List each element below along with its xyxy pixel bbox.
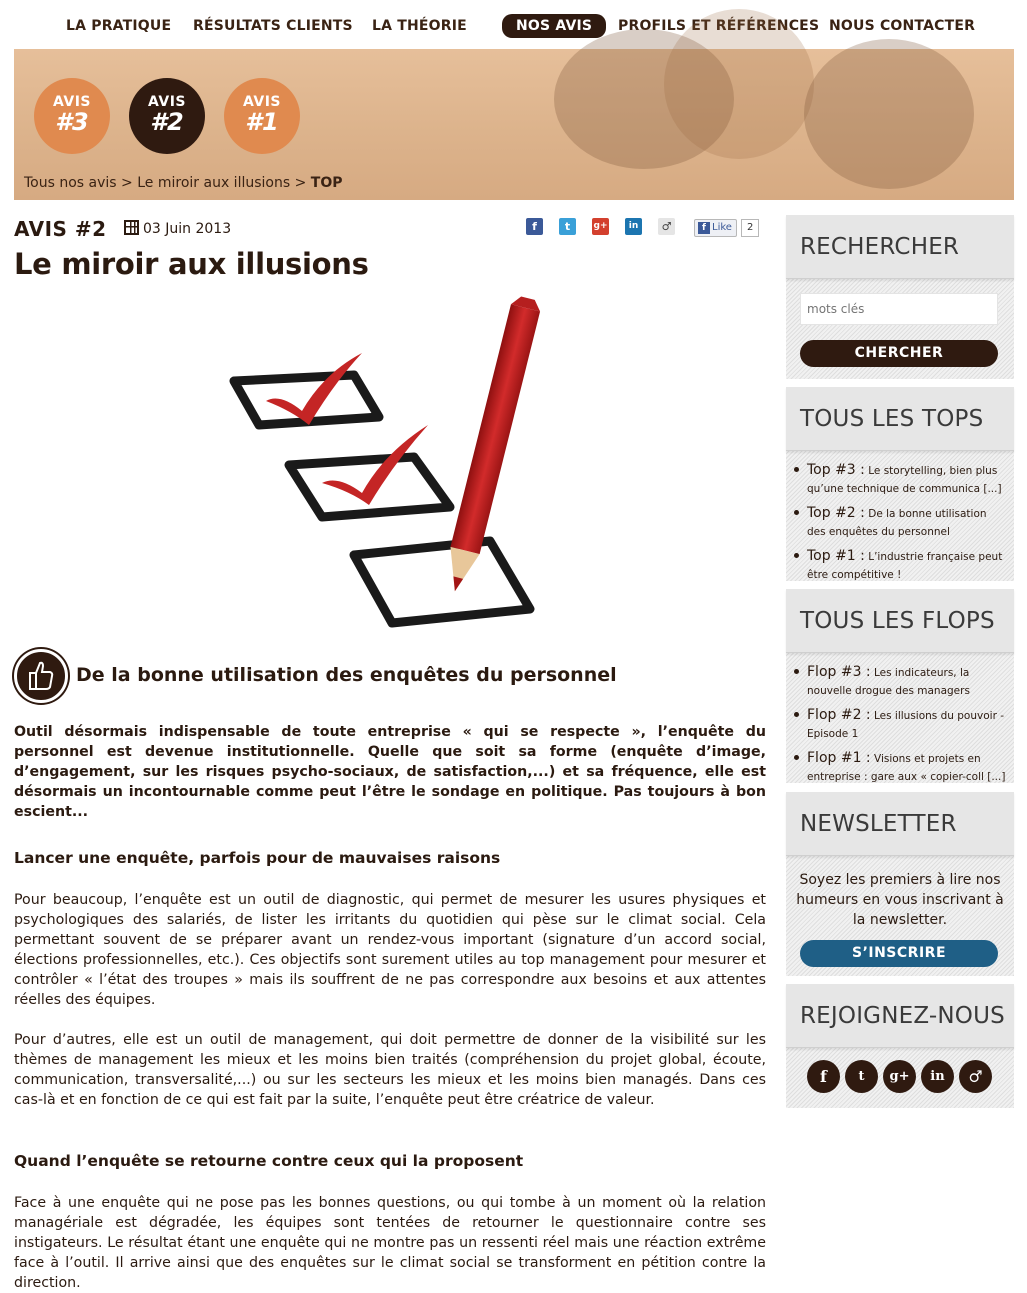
widget-title bbox=[786, 984, 1014, 1048]
breadcrumb-separator: > bbox=[116, 175, 138, 191]
paragraph-2: Pour d’autres, elle est un outil de management, qui doit permettre de donner de la visibilité sur les thèmes de management les mieux et les moins bien traités (compréhension du projet global, écoute, communication, transversalité,...) ou sur les secteurs les mieux et les moins bien managés. Dans ces cas-là et en fonction de ce qui est fait par la suite, l’enquête peut être créatrice de valeur. bbox=[14, 1032, 766, 1108]
viadeo-icon[interactable]: ♂ bbox=[658, 218, 675, 235]
google-plus-icon[interactable]: g+ bbox=[592, 218, 609, 235]
speech-bubble-decoration bbox=[664, 9, 814, 159]
article-title: Le miroir aux illusions bbox=[14, 247, 369, 281]
avis-3-circle[interactable] bbox=[34, 78, 110, 154]
item-key: Top #1 : bbox=[807, 548, 865, 564]
section-header bbox=[14, 649, 766, 705]
list-item[interactable] bbox=[786, 461, 1014, 497]
tops-list bbox=[786, 461, 1014, 590]
checklist-pencil-illustration bbox=[214, 293, 554, 629]
item-desc: De la bonne utilisation des enquêtes du personnel bbox=[807, 508, 987, 538]
avis-2-number: #2 bbox=[150, 108, 184, 136]
nav-profils-references[interactable]: PROFILS ET RÉFÉRENCES bbox=[618, 18, 820, 34]
search-input[interactable] bbox=[800, 293, 998, 325]
tops-title: TOUS LES TOPS bbox=[800, 406, 984, 432]
breadcrumb bbox=[24, 175, 343, 191]
nav-resultats-clients[interactable]: RÉSULTATS CLIENTS bbox=[193, 18, 353, 34]
header-banner bbox=[14, 49, 1014, 200]
google-plus-icon[interactable]: g+ bbox=[883, 1060, 916, 1093]
list-item[interactable] bbox=[786, 547, 1014, 583]
facebook-icon[interactable]: f bbox=[807, 1060, 840, 1093]
item-desc: Le storytelling, bien plus qu’une technique de communica [...] bbox=[807, 465, 1002, 495]
list-item[interactable] bbox=[786, 504, 1014, 540]
flops-widget bbox=[786, 589, 1014, 783]
avis-2-label: AVIS bbox=[147, 94, 186, 110]
social-title: REJOIGNEZ-NOUS bbox=[800, 1003, 1005, 1029]
avis-1-circle[interactable] bbox=[224, 78, 300, 154]
newsletter-title: NEWSLETTER bbox=[800, 811, 957, 837]
article-date bbox=[124, 220, 231, 237]
breadcrumb-all-avis[interactable]: Tous nos avis bbox=[24, 175, 117, 191]
viadeo-icon[interactable]: ♂ bbox=[959, 1060, 992, 1093]
avis-3-number: #3 bbox=[55, 108, 89, 136]
avis-3-label: AVIS bbox=[52, 94, 91, 110]
avis-1-label: AVIS bbox=[242, 94, 281, 110]
avis-number-label: AVIS #2 bbox=[14, 217, 107, 241]
facebook-like-button[interactable] bbox=[694, 219, 737, 237]
newsletter-text: Soyez les premiers à lire nos humeurs en vous inscrivant à la newsletter. bbox=[796, 872, 1004, 928]
nav-la-pratique[interactable]: LA PRATIQUE bbox=[66, 18, 172, 34]
paragraph-1: Pour beaucoup, l’enquête est un outil de diagnostic, qui permet de mesurer les usures physiques et psychologiques des salariés, de lister les irritants du quotidien qui pèse sur le climat social. Cela permettant souvent de se préparer avant un rendez-vous important (signature d’un accord social, élections professionnelles, etc.). Ces objectifs sont surement utiles au top management pour mesurer et contrôler « l’état des troupes » mais ils souffrent de ne pas correspondre aux besoins et aux attentes réelles des équipes. bbox=[14, 892, 766, 1008]
widget-title bbox=[786, 792, 1014, 856]
item-key: Flop #1 : bbox=[807, 750, 871, 766]
paragraph-3: Face à une enquête qui ne pose pas les bonnes questions, ou qui tombe à un moment où la relation managériale est dégradée, les équipes sont tentées de retourner le questionnaire contre ses instigateurs. Le résultat étant une enquête qui ne montre pas un ressenti réel mais une réaction extrême face à l’outil. Il arrive ainsi que des enquêtes sur le climat social se transforment en pétition contre la direction. bbox=[14, 1195, 766, 1291]
section-title: De la bonne utilisation des enquêtes du personnel bbox=[76, 664, 617, 686]
subheading-mauvaises-raisons: Lancer une enquête, parfois pour de mauvaises raisons bbox=[14, 849, 501, 867]
list-item[interactable] bbox=[786, 749, 1014, 785]
speech-bubble-decoration bbox=[804, 39, 974, 189]
breadcrumb-current: TOP bbox=[310, 175, 343, 191]
widget-title bbox=[786, 387, 1014, 451]
avis-2-circle[interactable] bbox=[129, 78, 205, 154]
linkedin-icon[interactable]: in bbox=[921, 1060, 954, 1093]
search-title: RECHERCHER bbox=[800, 234, 960, 260]
main-nav bbox=[0, 8, 1027, 42]
twitter-icon[interactable]: t bbox=[559, 218, 576, 235]
search-widget bbox=[786, 215, 1014, 379]
twitter-icon[interactable]: t bbox=[845, 1060, 878, 1093]
social-widget bbox=[786, 984, 1014, 1108]
nav-nos-avis[interactable]: NOS AVIS bbox=[502, 14, 606, 38]
breadcrumb-article[interactable]: Le miroir aux illusions bbox=[137, 175, 291, 191]
article-intro: Outil désormais indispensable de toute entreprise « qui se respecte », l’enquête du personnel est devenue institutionnelle. Quelle que soit sa forme (enquête d’image, d’engagement, sur les risques psycho-sociaux, de satisfaction,...) et sa fréquence, elle est désormais un incontournable comme peut l’être le sondage en politique. Pas toujours à bon escient... bbox=[14, 724, 766, 820]
article-date-text: 03 Juin 2013 bbox=[143, 221, 232, 237]
flops-list bbox=[786, 663, 1014, 792]
widget-title bbox=[786, 215, 1014, 279]
like-count: 2 bbox=[741, 219, 759, 237]
subheading-retourne: Quand l’enquête se retourne contre ceux qui la proposent bbox=[14, 1152, 524, 1170]
calendar-icon bbox=[124, 220, 139, 235]
facebook-icon[interactable]: f bbox=[526, 218, 543, 235]
item-desc: L’industrie française peut être compétitive ! bbox=[807, 551, 1003, 581]
item-key: Top #3 : bbox=[807, 462, 865, 478]
facebook-icon: f bbox=[698, 222, 710, 234]
nav-la-theorie[interactable]: LA THÉORIE bbox=[372, 18, 467, 34]
item-key: Top #2 : bbox=[807, 505, 865, 521]
search-button[interactable]: CHERCHER bbox=[800, 340, 998, 367]
item-desc: Les indicateurs, la nouvelle drogue des managers bbox=[807, 667, 970, 697]
avis-1-number: #1 bbox=[245, 108, 279, 136]
linkedin-icon[interactable]: in bbox=[625, 218, 642, 235]
item-desc: Visions et projets en entreprise : gare aux « copier-coll [...] bbox=[807, 753, 1006, 783]
newsletter-widget bbox=[786, 792, 1014, 976]
flops-title: TOUS LES FLOPS bbox=[800, 608, 995, 634]
like-label: Like bbox=[712, 222, 732, 233]
tops-widget bbox=[786, 387, 1014, 581]
breadcrumb-separator: > bbox=[290, 175, 311, 191]
nav-nous-contacter[interactable]: NOUS CONTACTER bbox=[829, 18, 976, 34]
item-key: Flop #3 : bbox=[807, 664, 871, 680]
thumbs-up-icon bbox=[14, 649, 68, 703]
list-item[interactable] bbox=[786, 663, 1014, 699]
item-desc: Les illusions du pouvoir - Episode 1 bbox=[807, 710, 1005, 740]
subscribe-button[interactable]: S’INSCRIRE bbox=[800, 940, 998, 967]
widget-title bbox=[786, 589, 1014, 653]
item-key: Flop #2 : bbox=[807, 707, 871, 723]
list-item[interactable] bbox=[786, 706, 1014, 742]
